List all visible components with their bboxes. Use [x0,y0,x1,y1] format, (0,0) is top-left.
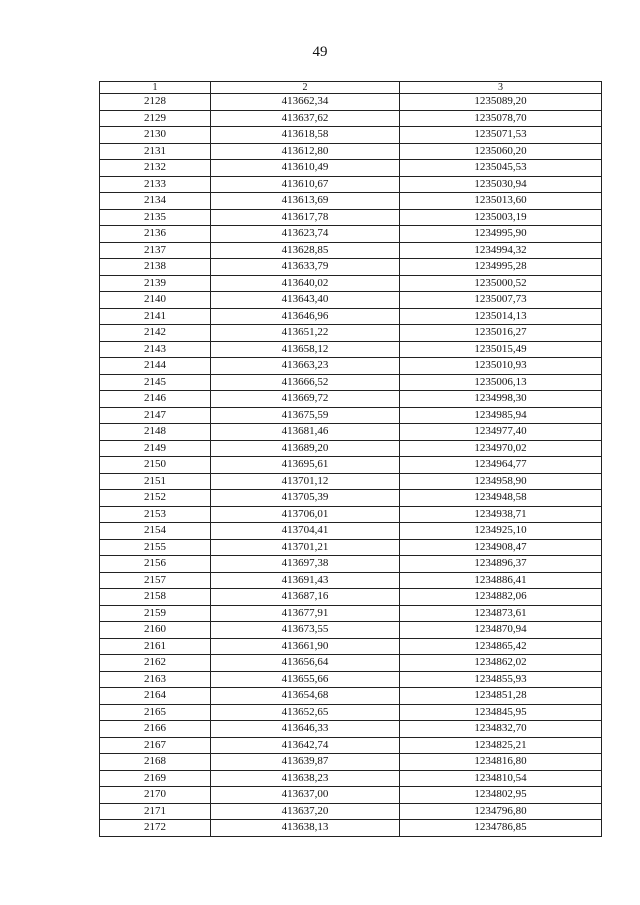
cell-x-coordinate: 413639,87 [211,754,400,771]
table-row [100,737,602,754]
table-row [100,490,602,507]
cell-point-number: 2135 [100,209,211,226]
table-row [100,556,602,573]
cell-y-coordinate: 1234851,28 [400,688,602,705]
cell-y-coordinate: 1234995,90 [400,226,602,243]
cell-point-number: 2172 [100,820,211,837]
cell-x-coordinate: 413675,59 [211,407,400,424]
cell-x-coordinate: 413618,58 [211,127,400,144]
table-row [100,325,602,342]
cell-y-coordinate: 1234925,10 [400,523,602,540]
cell-y-coordinate: 1235060,20 [400,143,602,160]
table-row [100,127,602,144]
cell-x-coordinate: 413704,41 [211,523,400,540]
cell-x-coordinate: 413646,96 [211,308,400,325]
table-row [100,242,602,259]
table-row [100,176,602,193]
cell-x-coordinate: 413637,20 [211,803,400,820]
cell-x-coordinate: 413691,43 [211,572,400,589]
table-row [100,391,602,408]
cell-x-coordinate: 413637,00 [211,787,400,804]
cell-point-number: 2144 [100,358,211,375]
cell-point-number: 2145 [100,374,211,391]
cell-point-number: 2152 [100,490,211,507]
cell-x-coordinate: 413612,80 [211,143,400,160]
cell-y-coordinate: 1234958,90 [400,473,602,490]
cell-point-number: 2151 [100,473,211,490]
cell-y-coordinate: 1234882,06 [400,589,602,606]
cell-y-coordinate: 1234985,94 [400,407,602,424]
table-row [100,275,602,292]
cell-x-coordinate: 413654,68 [211,688,400,705]
cell-x-coordinate: 413638,13 [211,820,400,837]
cell-point-number: 2136 [100,226,211,243]
cell-x-coordinate: 413695,61 [211,457,400,474]
cell-point-number: 2153 [100,506,211,523]
cell-y-coordinate: 1234786,85 [400,820,602,837]
table-row [100,407,602,424]
cell-y-coordinate: 1234995,28 [400,259,602,276]
cell-y-coordinate: 1234873,61 [400,605,602,622]
cell-y-coordinate: 1235000,52 [400,275,602,292]
cell-point-number: 2160 [100,622,211,639]
cell-x-coordinate: 413701,12 [211,473,400,490]
cell-point-number: 2130 [100,127,211,144]
cell-y-coordinate: 1235030,94 [400,176,602,193]
table-row [100,94,602,111]
cell-x-coordinate: 413656,64 [211,655,400,672]
header-cell-point: 1 [100,82,211,94]
cell-point-number: 2147 [100,407,211,424]
table-row [100,259,602,276]
cell-y-coordinate: 1234855,93 [400,671,602,688]
cell-point-number: 2139 [100,275,211,292]
cell-point-number: 2133 [100,176,211,193]
table-row [100,506,602,523]
cell-point-number: 2170 [100,787,211,804]
cell-point-number: 2143 [100,341,211,358]
cell-x-coordinate: 413638,23 [211,770,400,787]
cell-point-number: 2155 [100,539,211,556]
cell-point-number: 2146 [100,391,211,408]
table-row [100,143,602,160]
cell-point-number: 2167 [100,737,211,754]
table-row [100,341,602,358]
table-row [100,440,602,457]
cell-y-coordinate: 1234948,58 [400,490,602,507]
cell-point-number: 2140 [100,292,211,309]
table-row [100,820,602,837]
header-cell-x: 2 [211,82,400,94]
cell-y-coordinate: 1234870,94 [400,622,602,639]
table-row [100,770,602,787]
cell-x-coordinate: 413642,74 [211,737,400,754]
cell-y-coordinate: 1234832,70 [400,721,602,738]
cell-x-coordinate: 413669,72 [211,391,400,408]
cell-y-coordinate: 1235006,13 [400,374,602,391]
table-body [100,82,602,837]
table-row [100,655,602,672]
cell-y-coordinate: 1235078,70 [400,110,602,127]
cell-point-number: 2148 [100,424,211,441]
table-row [100,704,602,721]
cell-y-coordinate: 1235003,19 [400,209,602,226]
cell-x-coordinate: 413701,21 [211,539,400,556]
table-row [100,193,602,210]
cell-point-number: 2129 [100,110,211,127]
cell-x-coordinate: 413681,46 [211,424,400,441]
cell-x-coordinate: 413673,55 [211,622,400,639]
cell-x-coordinate: 413633,79 [211,259,400,276]
cell-point-number: 2169 [100,770,211,787]
table-row [100,688,602,705]
cell-point-number: 2131 [100,143,211,160]
cell-y-coordinate: 1234802,95 [400,787,602,804]
cell-point-number: 2163 [100,671,211,688]
cell-point-number: 2157 [100,572,211,589]
cell-point-number: 2128 [100,94,211,111]
cell-point-number: 2161 [100,638,211,655]
cell-x-coordinate: 413637,62 [211,110,400,127]
cell-y-coordinate: 1234977,40 [400,424,602,441]
cell-point-number: 2149 [100,440,211,457]
cell-y-coordinate: 1235045,53 [400,160,602,177]
cell-x-coordinate: 413666,52 [211,374,400,391]
table-row [100,622,602,639]
table-row [100,308,602,325]
cell-point-number: 2142 [100,325,211,342]
table-header-row [100,82,602,94]
cell-x-coordinate: 413662,34 [211,94,400,111]
cell-y-coordinate: 1234908,47 [400,539,602,556]
cell-y-coordinate: 1234825,21 [400,737,602,754]
table-row [100,754,602,771]
coordinates-table [99,81,602,837]
table-row [100,358,602,375]
cell-x-coordinate: 413652,65 [211,704,400,721]
table-row [100,209,602,226]
cell-x-coordinate: 413640,02 [211,275,400,292]
cell-y-coordinate: 1234886,41 [400,572,602,589]
cell-y-coordinate: 1234970,02 [400,440,602,457]
table-row [100,605,602,622]
table-row [100,292,602,309]
cell-y-coordinate: 1234810,54 [400,770,602,787]
cell-point-number: 2132 [100,160,211,177]
cell-point-number: 2137 [100,242,211,259]
cell-x-coordinate: 413646,33 [211,721,400,738]
cell-x-coordinate: 413617,78 [211,209,400,226]
table-row [100,523,602,540]
cell-point-number: 2156 [100,556,211,573]
cell-x-coordinate: 413643,40 [211,292,400,309]
table-row [100,671,602,688]
cell-x-coordinate: 413687,16 [211,589,400,606]
cell-point-number: 2159 [100,605,211,622]
table-row [100,374,602,391]
cell-x-coordinate: 413613,69 [211,193,400,210]
cell-x-coordinate: 413689,20 [211,440,400,457]
cell-y-coordinate: 1234994,32 [400,242,602,259]
header-cell-y: 3 [400,82,602,94]
cell-x-coordinate: 413623,74 [211,226,400,243]
table-row [100,803,602,820]
cell-x-coordinate: 413658,12 [211,341,400,358]
cell-y-coordinate: 1234862,02 [400,655,602,672]
cell-y-coordinate: 1235071,53 [400,127,602,144]
cell-point-number: 2171 [100,803,211,820]
cell-y-coordinate: 1234865,42 [400,638,602,655]
cell-x-coordinate: 413677,91 [211,605,400,622]
cell-point-number: 2164 [100,688,211,705]
cell-point-number: 2166 [100,721,211,738]
cell-x-coordinate: 413705,39 [211,490,400,507]
cell-x-coordinate: 413663,23 [211,358,400,375]
table-row [100,787,602,804]
cell-y-coordinate: 1234964,77 [400,457,602,474]
cell-point-number: 2134 [100,193,211,210]
table-row [100,539,602,556]
cell-y-coordinate: 1235014,13 [400,308,602,325]
cell-point-number: 2141 [100,308,211,325]
cell-y-coordinate: 1235007,73 [400,292,602,309]
table-row [100,457,602,474]
cell-y-coordinate: 1235010,93 [400,358,602,375]
cell-point-number: 2138 [100,259,211,276]
page-number: 49 [312,44,328,60]
table-row [100,473,602,490]
table-row [100,424,602,441]
table-row [100,721,602,738]
cell-x-coordinate: 413706,01 [211,506,400,523]
cell-y-coordinate: 1234796,80 [400,803,602,820]
cell-y-coordinate: 1235015,49 [400,341,602,358]
table-row [100,226,602,243]
cell-y-coordinate: 1234938,71 [400,506,602,523]
cell-point-number: 2150 [100,457,211,474]
cell-x-coordinate: 413628,85 [211,242,400,259]
cell-x-coordinate: 413661,90 [211,638,400,655]
cell-x-coordinate: 413651,22 [211,325,400,342]
cell-x-coordinate: 413697,38 [211,556,400,573]
cell-x-coordinate: 413610,67 [211,176,400,193]
cell-y-coordinate: 1235089,20 [400,94,602,111]
cell-y-coordinate: 1234845,95 [400,704,602,721]
cell-y-coordinate: 1234896,37 [400,556,602,573]
table-row [100,589,602,606]
table-row [100,110,602,127]
cell-y-coordinate: 1234998,30 [400,391,602,408]
cell-y-coordinate: 1235016,27 [400,325,602,342]
cell-x-coordinate: 413655,66 [211,671,400,688]
cell-y-coordinate: 1235013,60 [400,193,602,210]
cell-point-number: 2162 [100,655,211,672]
table-row [100,160,602,177]
cell-point-number: 2154 [100,523,211,540]
cell-point-number: 2168 [100,754,211,771]
cell-x-coordinate: 413610,49 [211,160,400,177]
table-row [100,638,602,655]
table-row [100,572,602,589]
cell-y-coordinate: 1234816,80 [400,754,602,771]
cell-point-number: 2158 [100,589,211,606]
cell-point-number: 2165 [100,704,211,721]
